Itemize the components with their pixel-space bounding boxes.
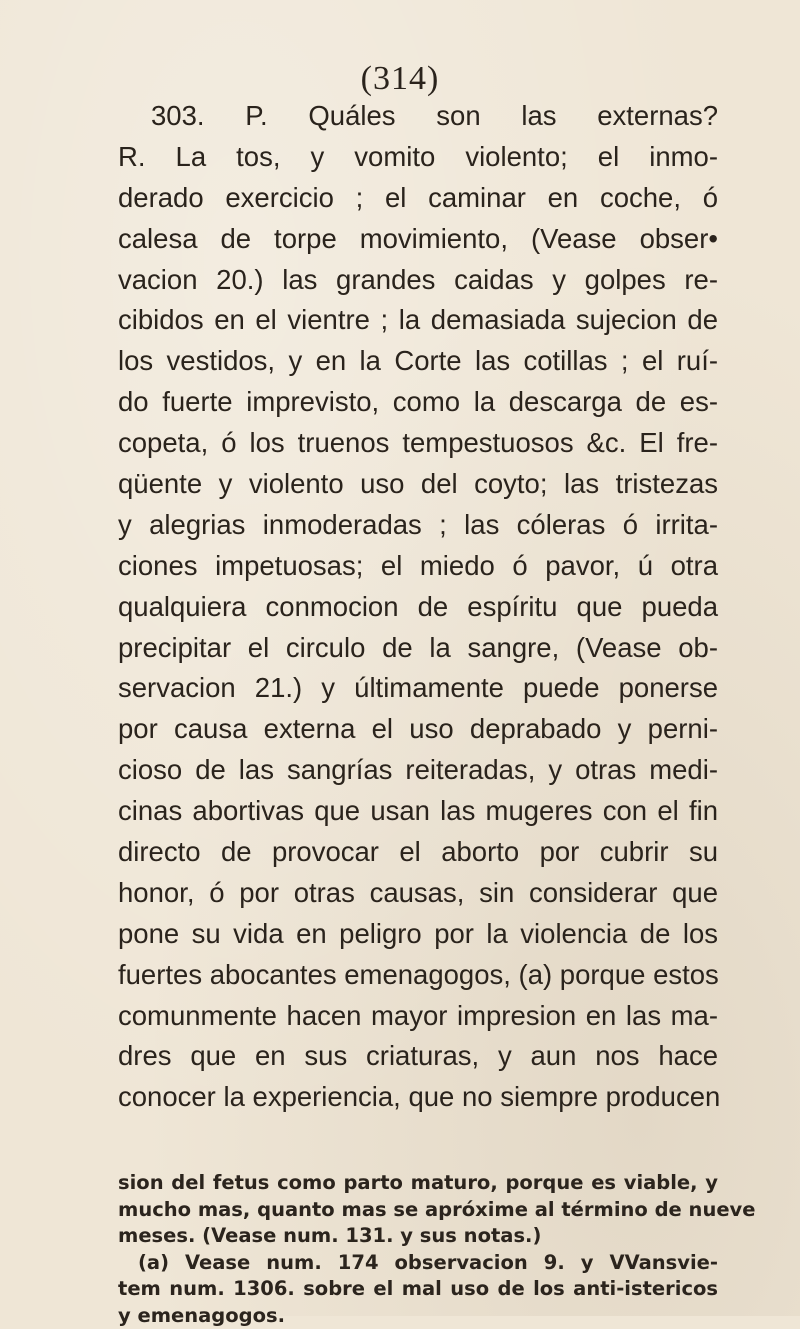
- text-line: cinas abortivas que usan las mugeres con el fin: [118, 791, 718, 832]
- text-line: 303. P. Quáles son las externas?: [118, 96, 718, 137]
- footnote-line: mucho mas, quanto mas se apróxime al término de nueve: [118, 1197, 718, 1224]
- text-line: honor, ó por otras causas, sin considerar que: [118, 873, 718, 914]
- page-number: (314): [0, 60, 800, 98]
- text-line: servacion 21.) y últimamente puede ponerse: [118, 668, 718, 709]
- text-line: cibidos en el vientre ; la demasiada sujecion de: [118, 300, 718, 341]
- text-line: y alegrias inmoderadas ; las cóleras ó irrita-: [118, 505, 718, 546]
- main-text: [118, 96, 718, 1118]
- footnote-line: tem num. 1306. sobre el mal uso de los anti-istericos: [118, 1276, 718, 1303]
- text-line: dres que en sus criaturas, y aun nos hace: [118, 1036, 718, 1077]
- text-line: los vestidos, y en la Corte las cotillas ; el ruí-: [118, 341, 718, 382]
- text-line: cioso de las sangrías reiteradas, y otras medi-: [118, 750, 718, 791]
- text-line: fuertes abocantes emenagogos, (a) porque estos: [118, 955, 718, 996]
- text-line: pone su vida en peligro por la violencia de los: [118, 914, 718, 955]
- footnote-line: (a) Vease num. 174 observacion 9. y VVansvie-: [118, 1250, 718, 1277]
- text-line: R. La tos, y vomito violento; el inmo-: [118, 137, 718, 178]
- footnote-line: meses. (Vease num. 131. y sus notas.): [118, 1223, 718, 1250]
- text-line: precipitar el circulo de la sangre, (Vease ob-: [118, 628, 718, 669]
- footnote-line: y emenagogos.: [118, 1303, 718, 1329]
- text-line: derado exercicio ; el caminar en coche, ó: [118, 178, 718, 219]
- text-line: do fuerte imprevisto, como la descarga de es-: [118, 382, 718, 423]
- text-line: por causa externa el uso deprabado y perni-: [118, 709, 718, 750]
- text-line: qüente y violento uso del coyto; las tristezas: [118, 464, 718, 505]
- text-line: comunmente hacen mayor impresion en las ma-: [118, 996, 718, 1037]
- footnotes: [118, 1170, 718, 1329]
- text-line: vacion 20.) las grandes caidas y golpes re-: [118, 260, 718, 301]
- text-line: ciones impetuosas; el miedo ó pavor, ú otra: [118, 546, 718, 587]
- text-line: qualquiera conmocion de espíritu que pueda: [118, 587, 718, 628]
- text-line: copeta, ó los truenos tempestuosos &c. El fre-: [118, 423, 718, 464]
- text-line: directo de provocar el aborto por cubrir su: [118, 832, 718, 873]
- footnote-line: sion del fetus como parto maturo, porque es viable, y: [118, 1170, 718, 1197]
- text-line: conocer la experiencia, que no siempre producen: [118, 1077, 718, 1118]
- text-line: calesa de torpe movimiento, (Vease obser•: [118, 219, 718, 260]
